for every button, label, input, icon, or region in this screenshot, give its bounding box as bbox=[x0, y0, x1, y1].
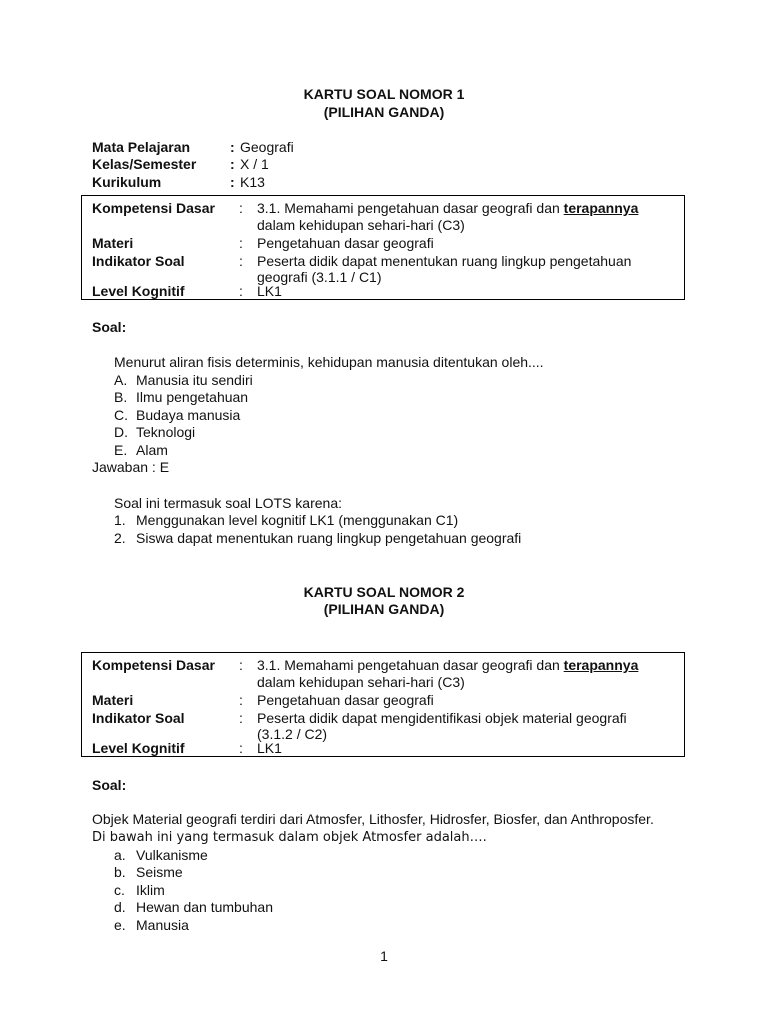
kd-value-cont: dalam kehidupan sehari-hari (C3) bbox=[257, 674, 465, 690]
kd-value-underlined: terapannya bbox=[563, 657, 639, 673]
option-mark: B. bbox=[114, 389, 128, 405]
option-text: Budaya manusia bbox=[136, 407, 241, 423]
option-mark: C. bbox=[114, 407, 128, 423]
meta-label: Kelas/Semester bbox=[92, 156, 197, 172]
reason-text: Siswa dapat menentukan ruang lingkup pengetahuan geografi bbox=[136, 530, 522, 546]
option-text: Manusia bbox=[136, 917, 189, 933]
kd-label: Kompetensi Dasar bbox=[92, 200, 215, 216]
indikator-label: Indikator Soal bbox=[92, 710, 185, 726]
meta-label: Mata Pelajaran bbox=[92, 139, 191, 155]
option-text: Hewan dan tumbuhan bbox=[136, 899, 273, 915]
option-mark: b. bbox=[114, 864, 126, 880]
kd-colon: : bbox=[239, 200, 243, 216]
meta-sep: : bbox=[230, 156, 235, 172]
materi-value: Pengetahuan dasar geografi bbox=[257, 235, 434, 251]
kd-label: Kompetensi Dasar bbox=[92, 657, 215, 673]
card2-question-line1: Objek Material geografi terdiri dari Atmosfer, Lithosfer, Hidrosfer, Biosfer, dan Anthroposfer. bbox=[92, 811, 654, 827]
option-mark: e. bbox=[114, 917, 126, 933]
card2-soal-label: Soal: bbox=[92, 777, 127, 793]
meta-sep: : bbox=[230, 174, 235, 190]
level-colon: : bbox=[239, 740, 243, 756]
meta-value: K13 bbox=[240, 174, 265, 190]
meta-value: X / 1 bbox=[240, 156, 269, 172]
meta-sep: : bbox=[230, 139, 235, 155]
kd-value-text: 3.1. Memahami pengetahuan dasar geografi dan bbox=[257, 657, 560, 673]
kd-value-underlined: terapannya bbox=[563, 200, 639, 216]
option-mark: A. bbox=[114, 372, 128, 388]
level-value: LK1 bbox=[257, 283, 282, 299]
meta-label: Kurikulum bbox=[92, 174, 162, 190]
kd-value bbox=[257, 657, 677, 673]
option-text: Alam bbox=[136, 442, 168, 458]
card1-answer: Jawaban : E bbox=[92, 459, 170, 475]
card2-info-table bbox=[81, 652, 685, 757]
option-text: Ilmu pengetahuan bbox=[136, 389, 249, 405]
materi-colon: : bbox=[239, 692, 243, 708]
reason-mark: 2. bbox=[114, 530, 126, 546]
card2-subtitle: (PILIHAN GANDA) bbox=[323, 601, 445, 617]
kd-colon: : bbox=[239, 657, 243, 673]
card1-subtitle: (PILIHAN GANDA) bbox=[323, 104, 445, 120]
option-text: Seisme bbox=[136, 864, 183, 880]
kd-value-cont: dalam kehidupan sehari-hari (C3) bbox=[257, 217, 465, 233]
meta-value: Geografi bbox=[240, 139, 294, 155]
page-number: 1 bbox=[380, 948, 388, 964]
card1-info-table bbox=[81, 195, 685, 300]
indikator-label: Indikator Soal bbox=[92, 253, 185, 269]
indikator-value: Peserta didik dapat mengidentifikasi objek material geografi (3.1.2 / C2) bbox=[257, 710, 627, 742]
option-text: Iklim bbox=[136, 882, 165, 898]
indikator-colon: : bbox=[239, 253, 243, 269]
option-mark: D. bbox=[114, 424, 128, 440]
option-mark: E. bbox=[114, 442, 128, 458]
materi-label: Materi bbox=[92, 235, 134, 251]
level-label: Level Kognitif bbox=[92, 283, 185, 299]
indikator-colon: : bbox=[239, 710, 243, 726]
option-mark: d. bbox=[114, 899, 126, 915]
kd-value-text: 3.1. Memahami pengetahuan dasar geografi dan bbox=[257, 200, 560, 216]
reason-mark: 1. bbox=[114, 512, 126, 528]
level-value: LK1 bbox=[257, 740, 282, 756]
indikator-value: Peserta didik dapat menentukan ruang lingkup pengetahuan geografi (3.1.1 / C1) bbox=[257, 253, 632, 285]
materi-value: Pengetahuan dasar geografi bbox=[257, 692, 434, 708]
option-text: Teknologi bbox=[136, 424, 196, 440]
option-text: Vulkanisme bbox=[136, 847, 208, 863]
option-mark: c. bbox=[114, 882, 125, 898]
kd-value bbox=[257, 200, 677, 216]
card1-title: KARTU SOAL NOMOR 1 bbox=[303, 86, 465, 102]
level-colon: : bbox=[239, 283, 243, 299]
card1-soal-label: Soal: bbox=[92, 319, 127, 335]
card2-title: KARTU SOAL NOMOR 2 bbox=[303, 584, 465, 600]
level-label: Level Kognitif bbox=[92, 740, 185, 756]
materi-colon: : bbox=[239, 235, 243, 251]
card2-question-line2: Di bawah ini yang termasuk dalam objek Atmosfer adalah…. bbox=[92, 830, 487, 845]
materi-label: Materi bbox=[92, 692, 134, 708]
card1-lots-intro: Soal ini termasuk soal LOTS karena: bbox=[114, 495, 342, 511]
option-text: Manusia itu sendiri bbox=[136, 372, 253, 388]
card1-question: Menurut aliran fisis determinis, kehidupan manusia ditentukan oleh.... bbox=[114, 354, 544, 370]
option-mark: a. bbox=[114, 847, 126, 863]
reason-text: Menggunakan level kognitif LK1 (menggunakan C1) bbox=[136, 512, 459, 528]
